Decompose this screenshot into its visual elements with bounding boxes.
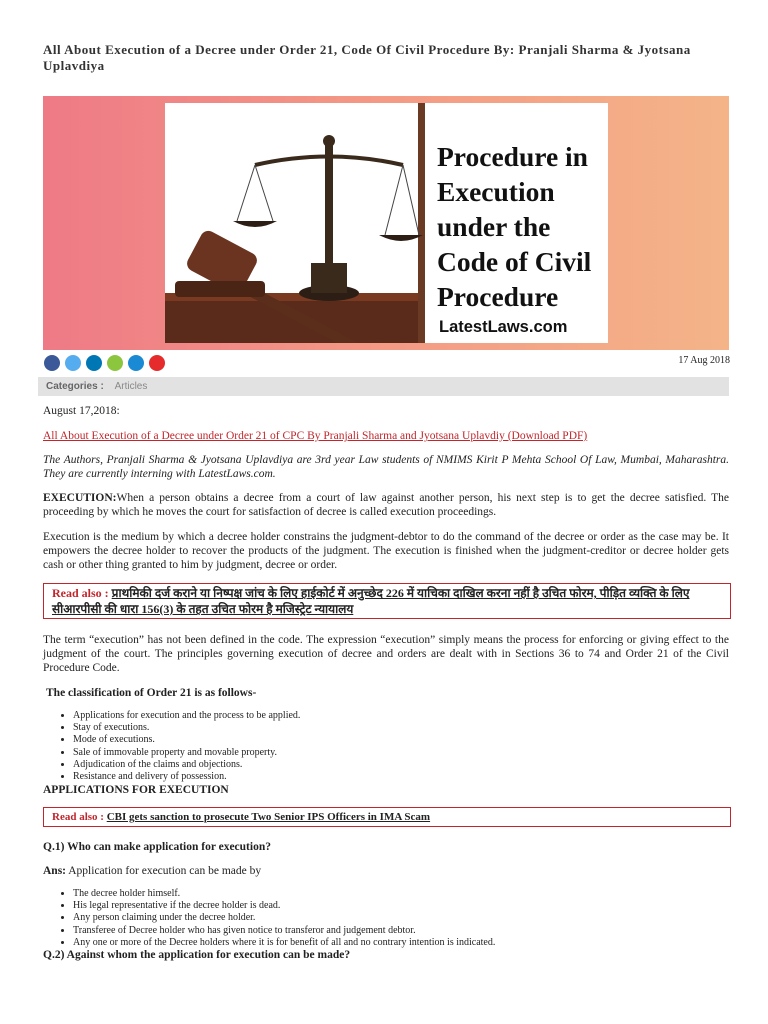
classification-heading: The classification of Order 21 is as follows- xyxy=(46,687,257,699)
published-date: 17 Aug 2018 xyxy=(678,355,730,366)
list-item: • Any person claiming under the decree holder. xyxy=(73,912,729,924)
list-item: • Transferee of Decree holder who has given notice to transferor and judgement debtor. xyxy=(73,925,729,937)
execution-term: EXECUTION: xyxy=(43,492,117,504)
category-link-articles[interactable]: Articles xyxy=(114,381,148,392)
list-item: • Resistance and delivery of possession. xyxy=(73,771,729,783)
hero-heading: Procedure in Execution under the Code of Civil Procedure xyxy=(437,141,592,312)
facebook-share-icon[interactable] xyxy=(44,355,60,371)
twitter-share-icon[interactable] xyxy=(65,355,81,371)
list-item: • The decree holder himself. xyxy=(73,888,729,900)
execution-definition xyxy=(43,491,729,519)
para-term-execution: The term “execution” has not been defined in the code. The expression “execution” simply means the process for enforcing or giving effect to the judgment of the court. The principles governing execution of decree and orders are dealt with in Sections 36 to 74 and Order 21 of the Civil Procedure Code. xyxy=(43,634,729,674)
share-icon[interactable] xyxy=(128,355,144,371)
categories-bar xyxy=(38,377,729,396)
question-2: Q.2) Against whom the application for execution can be made? xyxy=(43,949,351,961)
read-also-label: Read also : xyxy=(52,811,104,823)
read-also-link-1[interactable]: प्राथमिकी दर्ज कराने या निष्पक्ष जांच के लिए हाईकोर्ट में अनुच्छेद 226 में याचिका दाखिल करना नहीं है उचित फोरम, पीड़ित व्यक्ति के लिए सीआरपीसी की धारा 156(3) के तहत उचित फोरम है मजिस्ट्रेट न्यायालय xyxy=(52,586,690,616)
read-also-link-2[interactable]: CBI gets sanction to prosecute Two Senior IPS Officers in IMA Scam xyxy=(106,811,431,823)
article-title: All About Execution of a Decree under Order 21, Code Of Civil Procedure By: Pranjali Sharma & Jyotsana Uplavdiya xyxy=(43,42,691,73)
pdf-download-link[interactable]: All About Execution of a Decree under Order 21 of CPC By Pranjali Sharma and Jyotsana Uplavdiy (Download PDF) xyxy=(43,430,588,442)
hero-brand-logo: LatestLaws.com xyxy=(439,318,568,336)
list-item: • Mode of executions. xyxy=(73,734,729,746)
list-item: • Stay of executions. xyxy=(73,722,729,734)
linkedin-share-icon[interactable] xyxy=(86,355,102,371)
hero-image xyxy=(165,103,608,343)
list-item: • Applications for execution and the process to be applied. xyxy=(73,710,729,722)
classification-list xyxy=(43,710,729,783)
list-item: • Adjudication of the claims and objections. xyxy=(73,759,729,771)
classification-list-wrap xyxy=(43,710,729,783)
categories-label: Categories : xyxy=(46,381,104,392)
q1-list-wrap xyxy=(43,888,729,949)
answer-text: Application for execution can be made by xyxy=(66,865,262,877)
q1-list xyxy=(43,888,729,949)
read-also-label: Read also : xyxy=(52,586,109,600)
read-also-box-1 xyxy=(43,583,731,619)
question-1: Q.1) Who can make application for execution? xyxy=(43,841,271,853)
para-execution-medium: Execution is the medium by which a decree holder constrains the judgment-debtor to do the command of the decree or order as the case may be. It empowers the decree holder to recover the products of the judgment. The execution is finished when the judgment-creditor or decree holder gets cash or other thing granted to him by judgment, decree or order. xyxy=(43,531,729,571)
share-buttons xyxy=(44,355,165,371)
applications-heading: APPLICATIONS FOR EXECUTION xyxy=(43,784,229,796)
answer-1 xyxy=(43,864,729,878)
execution-def-text: When a person obtains a decree from a court of law against another person, his next step is to get the decree satisfied. The proceeding by which he moves the court for satisfaction of decree is called execution proceedings. xyxy=(43,492,729,518)
date-line: August 17,2018: xyxy=(43,405,120,417)
email-share-icon[interactable] xyxy=(149,355,165,371)
answer-label: Ans: xyxy=(43,865,67,877)
sharethis-share-icon[interactable] xyxy=(107,355,123,371)
pdf-download-link-wrap xyxy=(43,429,729,443)
list-item: • His legal representative if the decree holder is dead. xyxy=(73,900,729,912)
authors-note: The Authors, Pranjali Sharma & Jyotsana Uplavdiya are 3rd year Law students of NMIMS Kirit P Mehta School Of Law, Mumbai, Maharashtra. They are currently interning with LatestLaws.com. xyxy=(43,454,729,480)
read-also-box-2 xyxy=(43,807,731,827)
list-item: • Any one or more of the Decree holders where it is for benefit of all and no contrary intention is indicated. xyxy=(73,937,729,949)
list-item: • Sale of immovable property and movable property. xyxy=(73,747,729,759)
